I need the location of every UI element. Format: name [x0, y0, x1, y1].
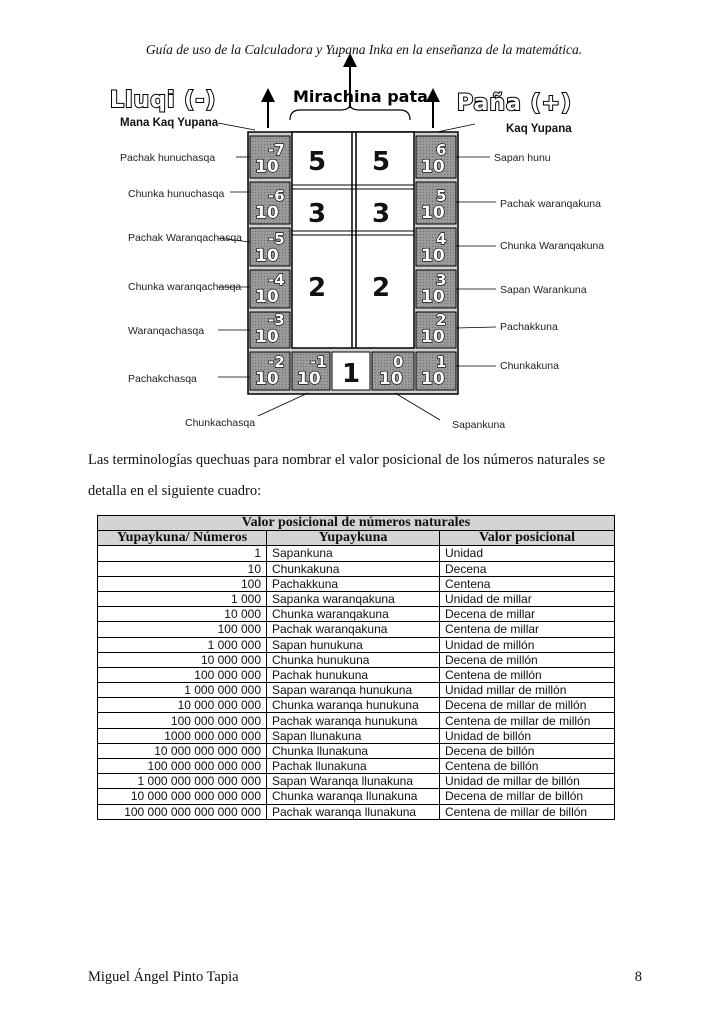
table-row: 100 Pachakkuna Centena [98, 576, 615, 591]
right-exponent: 2 [436, 311, 447, 329]
svg-text:10: 10 [421, 157, 445, 177]
svg-text:10: 10 [255, 203, 279, 223]
table-header: Yupaykuna/ Números [98, 531, 267, 546]
table-row: 10 000 000 000 Chunka waranqa hunukuna Decena de millar de millón [98, 698, 615, 713]
table-row: 100 000 000 000 Pachak waranqa hunukuna Centena de millar de millón [98, 713, 615, 728]
right-exponent: 1 [436, 353, 447, 371]
lluqi-title: Lluqi (-) [110, 88, 217, 113]
bottom-left-label: Chunkachasqa [185, 417, 256, 429]
right-exponent: 4 [436, 230, 447, 248]
grid-value: 2 [372, 273, 391, 303]
table-row: 1 000 000 000 000 000 Sapan Waranqa llunakuna Unidad de millar de billón [98, 774, 615, 789]
right-label: Chunka Waranqakuna [500, 240, 605, 252]
left-exponent: -7 [268, 141, 285, 159]
table-row: 1 000 Sapanka waranqakuna Unidad de millar [98, 591, 615, 606]
place-value-table [97, 515, 615, 820]
mirachina-pata-title: Mirachina pata [293, 87, 428, 106]
svg-text:10: 10 [297, 369, 321, 389]
table-row: 10 000 Chunka waranqakuna Decena de millar [98, 607, 615, 622]
right-label: Sapan Warankuna [500, 284, 587, 296]
right-column [416, 136, 456, 390]
footer-author: Miguel Ángel Pinto Tapia [88, 969, 239, 985]
right-label: Pachak waranqakuna [500, 198, 601, 210]
right-exponent: 5 [436, 187, 447, 205]
left-exponent: -4 [268, 271, 285, 289]
right-label: Pachakkuna [500, 321, 558, 333]
bottom-exponent: 0 [393, 353, 404, 371]
table-header: Yupaykuna [267, 531, 440, 546]
table-row: 10 000 000 Chunka hunukuna Decena de millón [98, 652, 615, 667]
bottom-exponent: -1 [310, 353, 327, 371]
grid-value: 3 [308, 199, 327, 229]
left-label: Chunka hunuchasqa [128, 188, 225, 200]
grid-value: 5 [372, 147, 391, 177]
svg-text:10: 10 [255, 327, 279, 347]
table-row: 100 000 000 Pachak hunukuna Centena de millón [98, 667, 615, 682]
kaq-yupana-label: Kaq Yupana [506, 123, 572, 135]
svg-text:10: 10 [421, 287, 445, 307]
table-row: 1 Sapankuna Unidad [98, 546, 615, 561]
table-header: Valor posicional [440, 531, 615, 546]
left-exponent: -6 [268, 187, 285, 205]
table-row: 1 000 000 Sapan hunukuna Unidad de millón [98, 637, 615, 652]
right-label: Sapan hunu [494, 152, 551, 164]
right-exponent: 3 [436, 271, 447, 289]
brace [290, 104, 410, 120]
table-row: 100 000 000 000 000 000 Pachak waranqa llunakuna Centena de millar de billón [98, 804, 615, 819]
table-row: 1000 000 000 000 Sapan llunakuna Unidad de billón [98, 728, 615, 743]
left-exponent: -2 [268, 353, 285, 371]
table-row: 100 000 000 000 000 Pachak llunakuna Centena de billón [98, 759, 615, 774]
mana-kaq-yupana-label: Mana Kaq Yupana [120, 117, 219, 129]
table-row: 10 000 000 000 000 000 Chunka waranqa llunakuna Decena de millar de billón [98, 789, 615, 804]
right-label: Chunkakuna [500, 360, 559, 372]
bottom-center-value: 1 [342, 359, 361, 389]
left-column [250, 136, 290, 390]
yupana-diagram [0, 0, 728, 450]
left-exponent: -3 [268, 311, 285, 329]
intro-paragraph-line2: detalla en el siguiente cuadro: [88, 483, 262, 499]
left-label: Chunka waranqachasqa [128, 281, 242, 293]
bottom-row [292, 352, 414, 390]
table-row: 10 Chunkakuna Decena [98, 561, 615, 576]
right-exponent: 6 [436, 141, 447, 159]
svg-text:10: 10 [379, 369, 403, 389]
page-header: Guía de uso de la Calculadora y Yupana Inka en la enseñanza de la matemática. [145, 42, 583, 57]
grid-value: 5 [308, 147, 327, 177]
grid-value: 2 [308, 273, 327, 303]
svg-text:10: 10 [421, 327, 445, 347]
table-row: 10 000 000 000 000 Chunka llunakuna Decena de billón [98, 743, 615, 758]
table-title: Valor posicional de números naturales [98, 516, 615, 531]
left-exponent: -5 [268, 230, 285, 248]
svg-text:10: 10 [421, 369, 445, 389]
svg-text:10: 10 [255, 369, 279, 389]
page-number: 8 [634, 969, 642, 985]
svg-text:10: 10 [421, 203, 445, 223]
svg-text:10: 10 [255, 287, 279, 307]
svg-text:10: 10 [255, 157, 279, 177]
left-label: Pachak Waranqachasqa [128, 232, 243, 244]
table-row: 100 000 Pachak waranqakuna Centena de millar [98, 622, 615, 637]
bottom-right-label: Sapankuna [452, 419, 506, 431]
pana-title: Paña (+) [457, 91, 573, 116]
left-label: Pachakchasqa [128, 373, 197, 385]
svg-text:10: 10 [421, 246, 445, 266]
grid-value: 3 [372, 199, 391, 229]
left-label: Waranqachasqa [128, 325, 205, 337]
table-row: 1 000 000 000 Sapan waranqa hunukuna Unidad millar de millón [98, 683, 615, 698]
intro-paragraph-line1: Las terminologías quechuas para nombrar el valor posicional de los números naturales se [88, 452, 606, 468]
svg-text:10: 10 [255, 246, 279, 266]
left-label: Pachak hunuchasqa [120, 152, 216, 164]
